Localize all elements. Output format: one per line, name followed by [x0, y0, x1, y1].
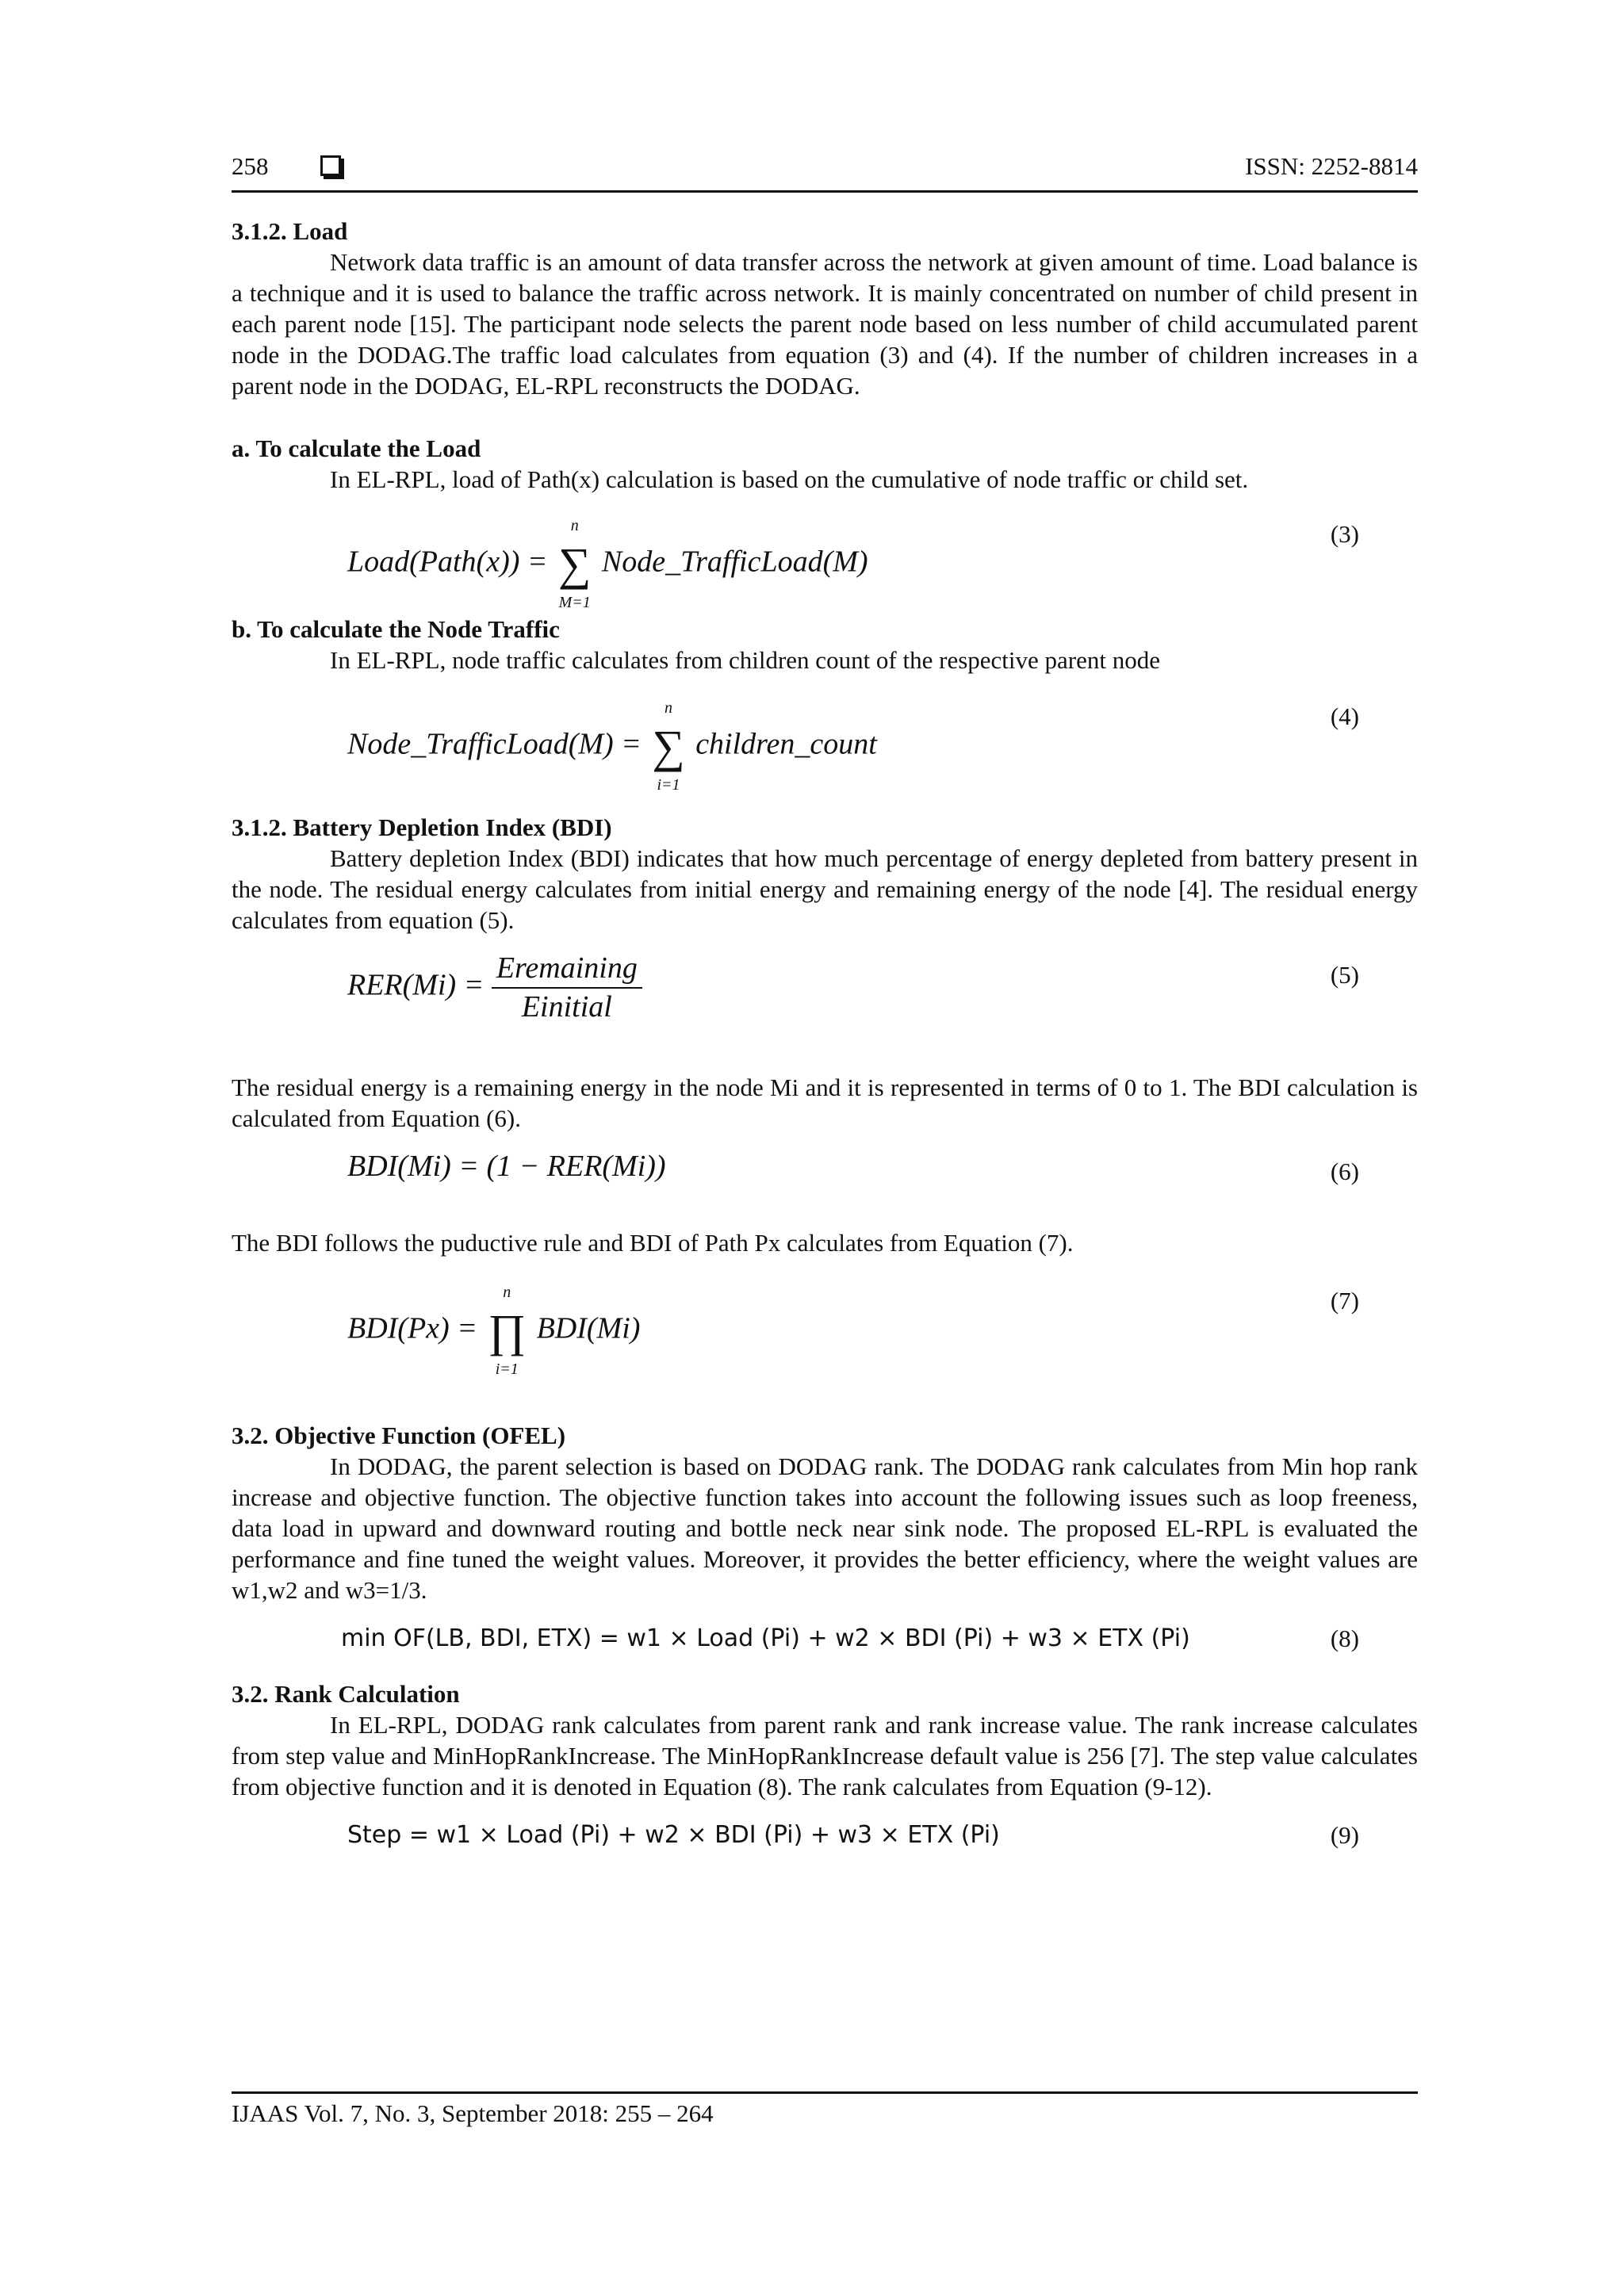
- equation-7-number: (7): [1330, 1287, 1359, 1314]
- equation-8-expression: min OF(LB, BDI, ETX) = w1 × Load (Pi) + w2 × BDI (Pi) + w3 × ETX (Pi): [341, 1624, 1190, 1652]
- equation-4-lhs: Node_TrafficLoad(M) =: [347, 727, 642, 761]
- equation-7: [232, 1277, 1418, 1420]
- equation-6-number: (6): [1330, 1158, 1359, 1185]
- product-operator: n ∏ i=1: [488, 1277, 526, 1385]
- page-number: 258: [232, 152, 269, 180]
- summation-operator: n ∑ M=1: [558, 511, 591, 618]
- equation-3-number: (3): [1330, 520, 1359, 548]
- header-rule: [232, 190, 1418, 193]
- equation-5-number: (5): [1330, 961, 1359, 989]
- equation-3-lower-limit: M=1: [558, 594, 591, 611]
- equation-5: [232, 953, 1418, 1072]
- page-header: [232, 152, 1418, 193]
- subsection-title-node-traffic: b. To calculate the Node Traffic: [232, 615, 560, 643]
- section-title-load: 3.1.2. Load: [232, 217, 348, 245]
- footer-citation: IJAAS Vol. 7, No. 3, September 2018: 255 – 264: [232, 2099, 714, 2127]
- page-body: [232, 216, 1418, 1867]
- equation-6: [232, 1151, 1418, 1227]
- paragraph-residual-energy: The residual energy is a remaining energy in the node Mi and it is represented in terms of 0 to 1. The BDI calculation is calculated from Equation (6).: [232, 1073, 1418, 1132]
- equation-4-number: (4): [1330, 702, 1359, 730]
- paragraph-load: Network data traffic is an amount of data transfer across the network at given amount of time. Load balance is a technique and it is used to balance the traffic across network. It is mainly concentrated on number of child present in each parent node [15]. The participant node selects the parent node based on less number of child accumulated parent node in the DODAG.The traffic load calculates from equation (3) and (4). If the number of children increases in a parent node in the DODAG, EL-RPL reconstructs the DODAG.: [232, 248, 1418, 400]
- equation-5-denominator: Einitial: [521, 990, 612, 1024]
- paragraph-bdi-rule: The BDI follows the puductive rule and BDI of Path Px calculates from Equation (7).: [232, 1229, 1074, 1257]
- equation-5-lhs: RER(Mi) =: [347, 968, 485, 1002]
- equation-7-lower-limit: i=1: [495, 1360, 519, 1378]
- paragraph-rank: In EL-RPL, DODAG rank calculates from parent rank and rank increase value. The rank increase calculates from step value and MinHopRankIncrease. The MinHopRankIncrease default value is 256 [7]. The step value calculates from objective function and it is denoted in Equation (8). The rank calculates from Equation (9-12).: [232, 1711, 1418, 1800]
- subsection-title-calc-load: a. To calculate the Load: [232, 434, 481, 462]
- issn-label: ISSN: 2252-8814: [1245, 152, 1418, 180]
- paragraph-ofel: In DODAG, the parent selection is based on DODAG rank. The DODAG rank calculates from Min hop rank increase and objective function. The objective function takes into account the following issues such as loop freeness, data load in upward and downward routing and bottle neck near sink node. The proposed EL-RPL is evaluated the performance and fine tuned the weight values. Moreover, it provides the better efficiency, where the weight values are w1,w2 and w3=1/3.: [232, 1452, 1418, 1604]
- equation-7-lhs: BDI(Px) =: [347, 1311, 477, 1345]
- equation-5-numerator: Eremaining: [492, 953, 642, 989]
- equation-4: [232, 693, 1418, 812]
- summation-operator: n ∑ i=1: [652, 693, 684, 801]
- section-title-bdi: 3.1.2. Battery Depletion Index (BDI): [232, 813, 612, 841]
- equation-8-number: (8): [1330, 1624, 1359, 1652]
- section-title-rank: 3.2. Rank Calculation: [232, 1680, 460, 1708]
- equation-9-expression: Step = w1 × Load (Pi) + w2 × BDI (Pi) + w3 × ETX (Pi): [347, 1821, 1000, 1849]
- paragraph-bdi: Battery depletion Index (BDI) indicates that how much percentage of energy depleted from battery present in the node. The residual energy calculates from initial energy and remaining energy of the node [4]. The residual energy calculates from equation (5).: [232, 844, 1418, 934]
- equation-9-number: (9): [1330, 1821, 1359, 1849]
- equation-3-rhs: Node_TrafficLoad(M): [601, 545, 868, 579]
- paragraph-node-traffic: In EL-RPL, node traffic calculates from children count of the respective parent node: [330, 646, 1160, 674]
- equation-8: [232, 1623, 1418, 1678]
- equation-7-upper-limit: n: [503, 1284, 511, 1301]
- equation-4-rhs: children_count: [695, 727, 877, 761]
- equation-4-upper-limit: n: [665, 699, 672, 717]
- equation-3-upper-limit: n: [570, 517, 579, 534]
- equation-3-lhs: Load(Path(x)) =: [347, 545, 548, 579]
- section-title-ofel: 3.2. Objective Function (OFEL): [232, 1422, 566, 1449]
- equation-6-expression: BDI(Mi) = (1 − RER(Mi)): [347, 1150, 666, 1183]
- equation-9: [232, 1820, 1418, 1867]
- equation-4-lower-limit: i=1: [657, 776, 680, 794]
- checkbox-square-icon: [320, 155, 341, 176]
- paragraph-calc-load: In EL-RPL, load of Path(x) calculation is based on the cumulative of node traffic or child set.: [330, 465, 1249, 493]
- fraction: [492, 953, 642, 1023]
- footer-rule: [232, 2091, 1418, 2094]
- equation-3: [232, 511, 1418, 614]
- equation-7-rhs: BDI(Mi): [536, 1311, 641, 1345]
